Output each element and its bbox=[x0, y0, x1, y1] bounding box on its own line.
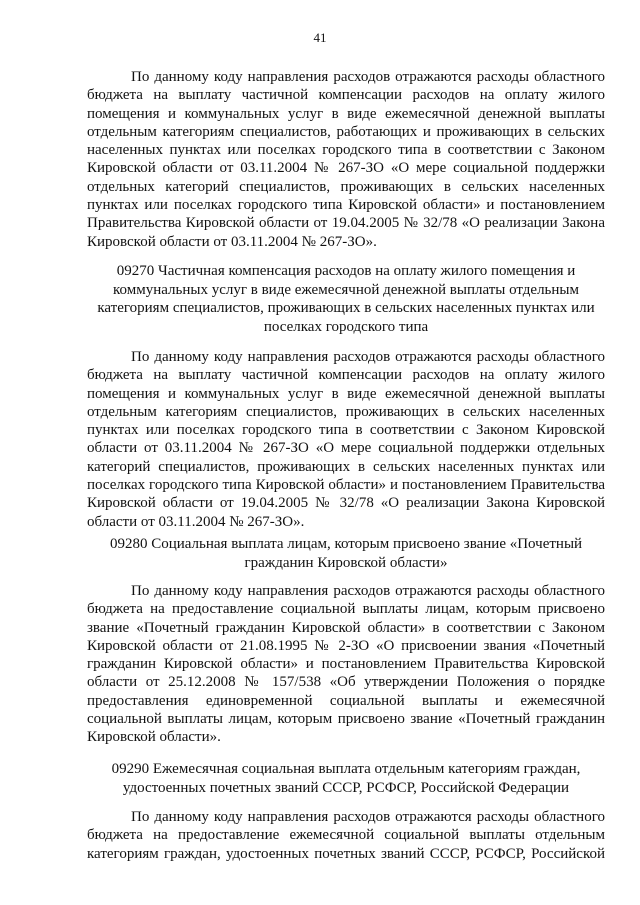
section-heading-09290 bbox=[87, 760, 605, 797]
paragraph-text: По данному коду направления расходов отражаются расходы областного бюджета на выплату частичной компенсации расходов на оплату жилого помещения и коммунальных услуг в виде ежемесячной денежной выплаты отдельным категориям специалистов, проживающих в сельских населенных пунктах или поселках городского типа в соответствии с Законом Кировской области от 03.11.2004 № 267-ЗО «О мере социальной поддержки отдельных категорий специалистов, проживающих в сельских населенных пунктах или поселках городского типа Кировской области» и постановлением Правительства Кировской области от 19.04.2005 № 32/78 «О реализации Закона Кировской области от 03.11.2004 № 267-ЗО». bbox=[87, 349, 605, 530]
paragraph-text: По данному коду направления расходов отражаются расходы областного бюджета на выплату частичной компенсации расходов на оплату жилого помещения и коммунальных услуг в виде ежемесячной денежной выплаты отдельным категориям специалистов, работающих и проживающих в сельских населенных пунктах или поселках городского типа в соответствии с Законом Кировской области от 03.11.2004 № 267-ЗО «О мере социальной поддержки отдельных категорий специалистов, проживающих в сельских населенных пунктах или поселках городского типа Кировской области» и постановлением Правительства Кировской области от 19.04.2005 № 32/78 «О реализации Закона Кировской области от 03.11.2004 № 267-ЗО». bbox=[87, 69, 605, 250]
paragraph-text: По данному коду направления расходов отражаются расходы областного бюджета на предоставление ежемесячной социальной выплаты отдельным категориям граждан, удостоенных почетных званий СССР, РСФСР, Российской bbox=[87, 809, 605, 862]
body-paragraph-2 bbox=[87, 348, 605, 531]
section-heading-09280 bbox=[87, 535, 605, 572]
page-number: 41 bbox=[313, 30, 327, 45]
body-paragraph-1 bbox=[87, 68, 605, 251]
body-paragraph-3 bbox=[87, 582, 605, 747]
heading-text: 09290 Ежемесячная социальная выплата отдельным категориям граждан, удостоенных почетных званий СССР, РСФСР, Российской Федерации bbox=[111, 761, 581, 796]
heading-text: 09270 Частичная компенсация расходов на оплату жилого помещения и коммунальных услуг в виде ежемесячной денежной выплаты отдельным категориям специалистов, проживающих в сельских населенных пунктах или поселках городского типа bbox=[97, 263, 595, 335]
heading-text: 09280 Социальная выплата лицам, которым присвоено звание «Почетный гражданин Кировской области» bbox=[109, 536, 583, 571]
section-heading-09270 bbox=[87, 262, 605, 336]
body-paragraph-4 bbox=[87, 808, 605, 863]
paragraph-text: По данному коду направления расходов отражаются расходы областного бюджета на предоставление социальной выплаты лицам, которым присвоено звание «Почетный гражданин Кировской области» в соответствии с Законом Кировской области от 21.08.1995 № 2-ЗО «О присвоении звания «Почетный гражданин Кировской области» и постановлением Правительства Кировской области от 25.12.2008 № 157/538 «Об утверждении Положения о порядке предоставления единовременной социальной выплаты и ежемесячной социальной выплаты лицам, которым присвоено звание «Почетный гражданин Кировской области». bbox=[87, 583, 605, 746]
